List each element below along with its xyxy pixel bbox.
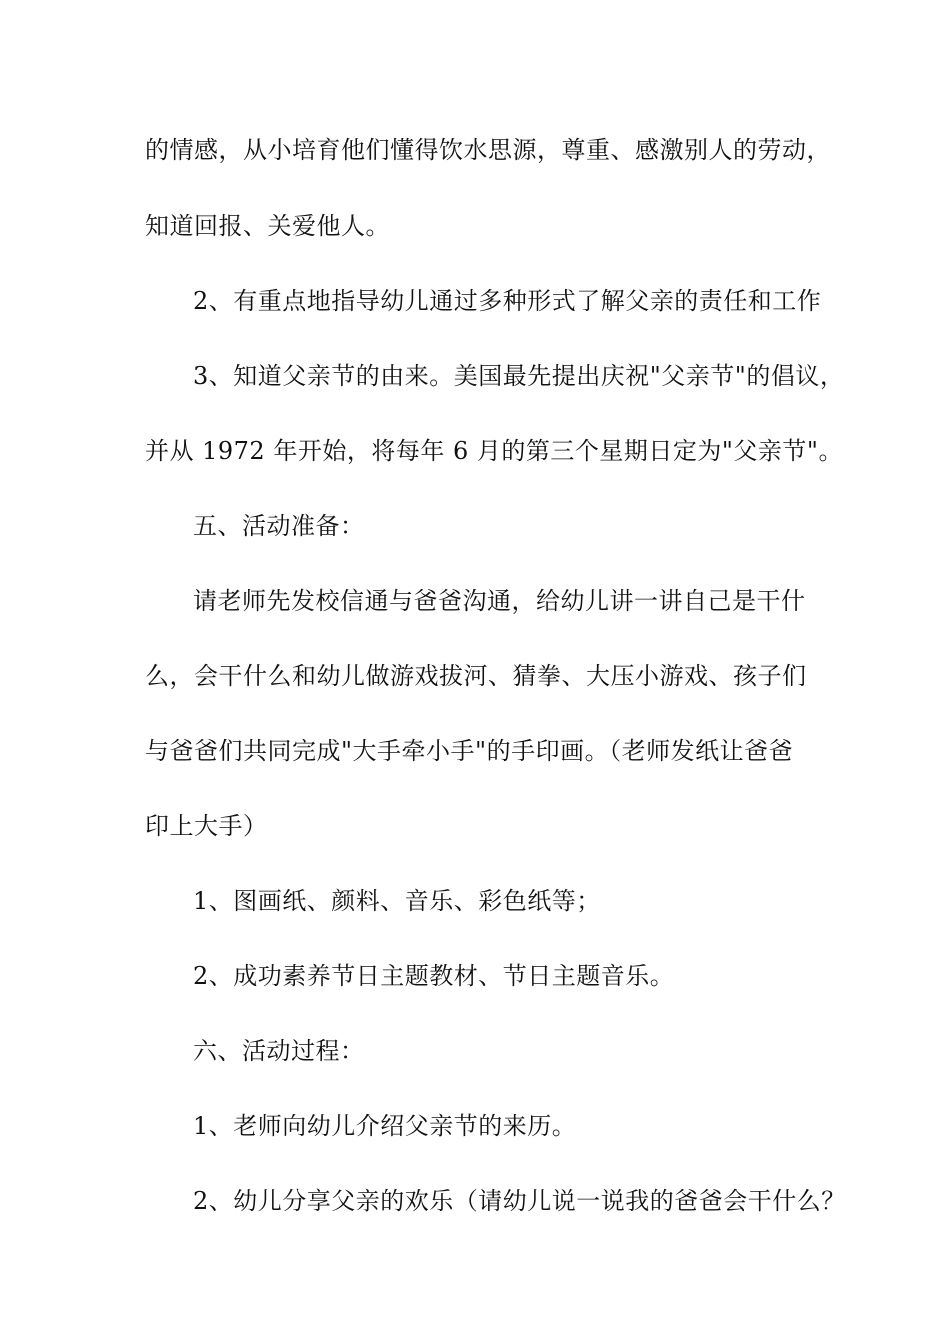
text-line: 1、图画纸、颜料、音乐、彩色纸等； bbox=[193, 887, 601, 915]
text-line: 么，会干什么和幼儿做游戏拔河、猜拳、大压小游戏、孩子们 bbox=[145, 662, 807, 690]
text-line: 3、知道父亲节的由来。美国最先提出庆祝"父亲节"的倡议， bbox=[193, 362, 845, 390]
text-line: 2、成功素养节日主题教材、节日主题音乐。 bbox=[193, 962, 675, 990]
text-line: 2、幼儿分享父亲的欢乐（请幼儿说一说我的爸爸会干什么？ bbox=[193, 1187, 846, 1215]
text-line: 1、老师向幼儿介绍父亲节的来历。 bbox=[193, 1112, 577, 1140]
text-line: 的情感，从小培育他们懂得饮水思源，尊重、感激别人的劳动， bbox=[145, 136, 831, 164]
text-line: 与爸爸们共同完成"大手牵小手"的手印画。（老师发纸让爸爸 bbox=[145, 737, 794, 765]
text-line: 2、有重点地指导幼儿通过多种形式了解父亲的责任和工作 bbox=[193, 287, 822, 315]
text-line: 并从 1972 年开始，将每年 6 月的第三个星期日定为"父亲节"。 bbox=[145, 437, 843, 465]
section-heading: 五、活动准备： bbox=[193, 512, 365, 540]
text-line: 印上大手） bbox=[145, 812, 268, 840]
section-heading: 六、活动过程： bbox=[193, 1037, 365, 1065]
text-line: 知道回报、关爱他人。 bbox=[145, 212, 390, 240]
text-line: 请老师先发校信通与爸爸沟通，给幼儿讲一讲自己是干什 bbox=[193, 587, 806, 615]
